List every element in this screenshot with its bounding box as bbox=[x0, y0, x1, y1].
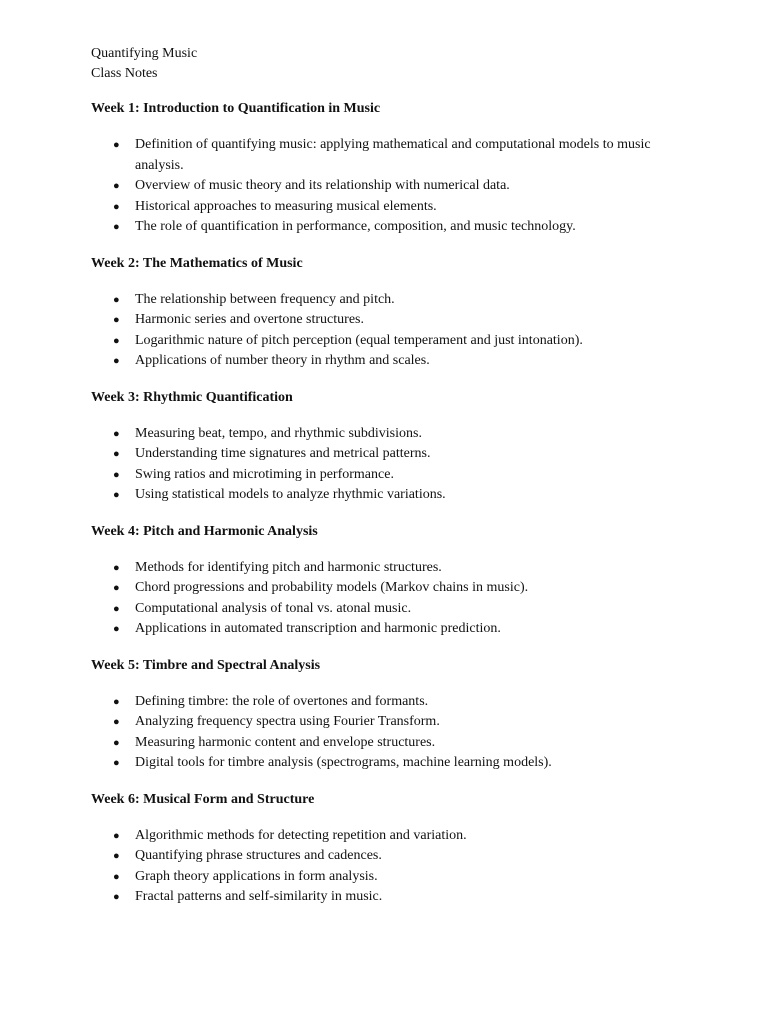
list-item-text: Definition of quantifying music: applying mathematical and computational models to music analysis. bbox=[135, 137, 651, 173]
list-item-text: Algorithmic methods for detecting repetition and variation. bbox=[135, 827, 467, 843]
section-heading: Week 1: Introduction to Quantification in Music bbox=[91, 101, 381, 116]
week-section bbox=[91, 254, 691, 372]
bullet-icon: ● bbox=[113, 582, 120, 594]
week-section bbox=[91, 656, 691, 774]
list-item bbox=[91, 826, 691, 847]
list-item-text: Logarithmic nature of pitch perception (equal temperament and just intonation). bbox=[135, 332, 583, 348]
list-item-text: Overview of music theory and its relationship with numerical data. bbox=[135, 178, 510, 193]
bullet-icon: ● bbox=[113, 468, 120, 481]
week-section bbox=[91, 388, 691, 506]
list-item-text: Defining timbre: the role of overtones and formants. bbox=[135, 693, 429, 709]
list-item bbox=[91, 846, 691, 867]
document-page bbox=[91, 44, 691, 908]
bullet-icon: ● bbox=[113, 716, 120, 728]
bullet-icon: ● bbox=[113, 602, 120, 615]
bullet-icon: ● bbox=[113, 180, 120, 192]
bullet-list bbox=[91, 135, 691, 238]
bullet-icon: ● bbox=[113, 891, 120, 903]
list-item bbox=[91, 558, 691, 579]
list-item bbox=[91, 176, 691, 197]
list-item bbox=[91, 351, 691, 372]
list-item bbox=[91, 444, 691, 465]
bullet-icon: ● bbox=[113, 736, 120, 749]
course-title: Quantifying Music bbox=[91, 46, 198, 61]
list-item bbox=[91, 465, 691, 486]
section-heading: Week 6: Musical Form and Structure bbox=[91, 791, 315, 807]
bullet-list bbox=[91, 290, 691, 372]
bullet-icon: ● bbox=[113, 829, 120, 842]
list-item-text: Computational analysis of tonal vs. atonal music. bbox=[135, 600, 412, 616]
bullet-icon: ● bbox=[113, 489, 120, 501]
list-item-text: The role of quantification in performance, composition, and music technology. bbox=[135, 219, 576, 234]
bullet-icon: ● bbox=[113, 334, 120, 347]
list-item bbox=[91, 712, 691, 733]
document-type: Class Notes bbox=[91, 66, 158, 81]
bullet-icon: ● bbox=[113, 870, 120, 883]
section-heading: Week 5: Timbre and Spectral Analysis bbox=[91, 657, 321, 673]
bullet-list bbox=[91, 558, 691, 640]
list-item-text: Using statistical models to analyze rhythmic variations. bbox=[135, 487, 446, 502]
bullet-icon: ● bbox=[113, 221, 120, 233]
list-item-text: Chord progressions and probability models (Markov chains in music). bbox=[135, 580, 529, 595]
list-item-text: Swing ratios and microtiming in performance. bbox=[135, 466, 394, 482]
list-item-text: Understanding time signatures and metrical patterns. bbox=[135, 446, 431, 461]
list-item bbox=[91, 753, 691, 774]
list-item bbox=[91, 619, 691, 640]
bullet-icon: ● bbox=[113, 623, 120, 635]
bullet-icon: ● bbox=[113, 850, 120, 862]
week-section bbox=[91, 99, 691, 238]
bullet-icon: ● bbox=[113, 139, 120, 151]
list-item bbox=[91, 733, 691, 754]
list-item-text: Measuring harmonic content and envelope structures. bbox=[135, 734, 436, 750]
list-item bbox=[91, 197, 691, 218]
list-item-text: Analyzing frequency spectra using Fourier Transform. bbox=[135, 714, 440, 729]
list-item-text: Applications of number theory in rhythm and scales. bbox=[135, 353, 430, 368]
bullet-icon: ● bbox=[113, 448, 120, 460]
list-item bbox=[91, 692, 691, 713]
week-section bbox=[91, 790, 691, 908]
bullet-list bbox=[91, 692, 691, 774]
week-sections bbox=[91, 99, 691, 908]
bullet-icon: ● bbox=[113, 561, 120, 574]
bullet-icon: ● bbox=[113, 200, 120, 213]
list-item-text: Applications in automated transcription and harmonic prediction. bbox=[135, 621, 501, 636]
list-item bbox=[91, 290, 691, 311]
list-item-text: Harmonic series and overtone structures. bbox=[135, 312, 364, 327]
list-item-text: Historical approaches to measuring musical elements. bbox=[135, 198, 437, 214]
list-item-text: Methods for identifying pitch and harmonic structures. bbox=[135, 559, 442, 575]
bullet-icon: ● bbox=[113, 427, 120, 440]
list-item bbox=[91, 578, 691, 599]
bullet-icon: ● bbox=[113, 314, 120, 326]
bullet-icon: ● bbox=[113, 293, 120, 306]
bullet-icon: ● bbox=[113, 355, 120, 367]
list-item-text: Digital tools for timbre analysis (spectrograms, machine learning models). bbox=[135, 755, 552, 770]
week-section bbox=[91, 522, 691, 640]
list-item-text: Measuring beat, tempo, and rhythmic subdivisions. bbox=[135, 425, 422, 441]
list-item-text: Fractal patterns and self-similarity in music. bbox=[135, 889, 383, 904]
bullet-icon: ● bbox=[113, 695, 120, 708]
section-heading: Week 4: Pitch and Harmonic Analysis bbox=[91, 523, 318, 539]
document-header bbox=[91, 44, 691, 84]
list-item bbox=[91, 485, 691, 506]
list-item bbox=[91, 867, 691, 888]
section-heading: Week 2: The Mathematics of Music bbox=[91, 255, 303, 271]
list-item bbox=[91, 217, 691, 238]
bullet-list bbox=[91, 424, 691, 506]
list-item-text: Quantifying phrase structures and cadences. bbox=[135, 848, 382, 863]
bullet-list bbox=[91, 826, 691, 908]
list-item bbox=[91, 424, 691, 445]
list-item bbox=[91, 887, 691, 908]
list-item bbox=[91, 135, 691, 176]
list-item bbox=[91, 310, 691, 331]
bullet-icon: ● bbox=[113, 757, 120, 769]
section-heading: Week 3: Rhythmic Quantification bbox=[91, 389, 293, 405]
list-item-text: The relationship between frequency and pitch. bbox=[135, 291, 395, 307]
list-item bbox=[91, 599, 691, 620]
list-item bbox=[91, 331, 691, 352]
list-item-text: Graph theory applications in form analysis. bbox=[135, 868, 378, 884]
